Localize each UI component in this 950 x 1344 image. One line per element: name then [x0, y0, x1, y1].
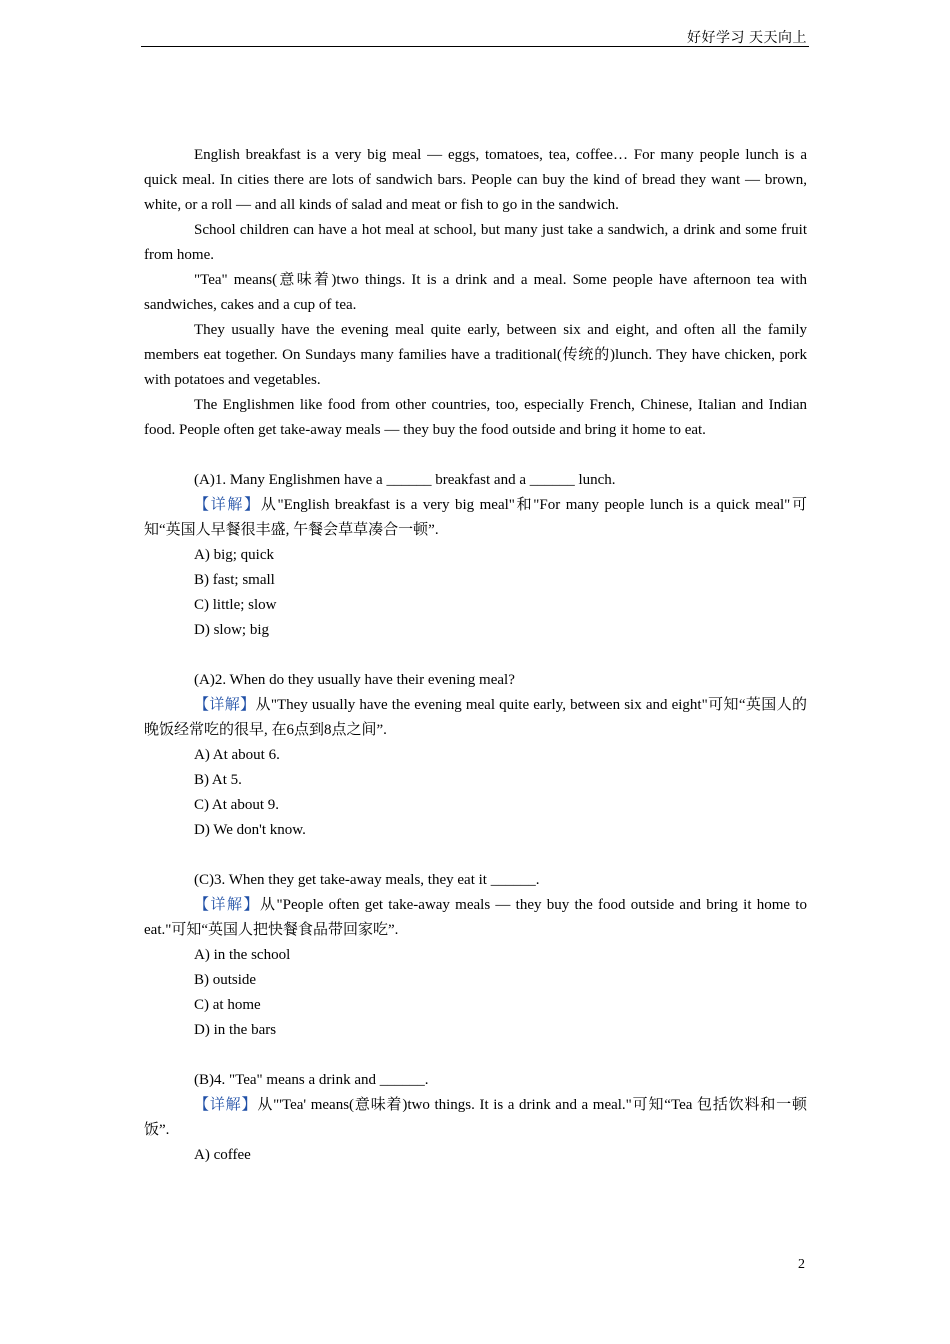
option: B) At 5.	[194, 772, 242, 788]
option: C) at home	[194, 997, 261, 1013]
option: A) in the school	[194, 947, 291, 963]
question-2	[144, 668, 807, 843]
option: A) coffee	[194, 1147, 251, 1163]
detail-label: 【详解】	[194, 697, 256, 713]
question-detail	[144, 493, 807, 543]
question-stem: (B)4. "Tea" means a drink and ______.	[194, 1072, 429, 1088]
page-number: 2	[798, 1257, 805, 1272]
detail-label: 【详解】	[194, 497, 261, 513]
passage-paragraph: School children can have a hot meal at school, but many just take a sandwich, a drink and some fruit from home.	[144, 222, 807, 263]
reading-passage	[144, 143, 807, 443]
question-stem: (A)1. Many Englishmen have a ______ breakfast and a ______ lunch.	[194, 472, 616, 488]
document-body	[144, 143, 807, 1168]
passage-paragraph: English breakfast is a very big meal — eggs, tomatoes, tea, coffee… For many people lunch is a quick meal. In cities there are lots of sandwich bars. People can buy the kind of bread they want — brown, white, or a roll — and all kinds of salad and meat or fish to go in the sandwich.	[144, 147, 807, 213]
passage-paragraph: The Englishmen like food from other countries, too, especially French, Chinese, Italian and Indian food. People often get take-away meals — they buy the food outside and bring it home to eat.	[144, 397, 807, 438]
option: B) fast; small	[194, 572, 275, 588]
option: A) At about 6.	[194, 747, 280, 763]
question-stem: (C)3. When they get take-away meals, they eat it ______.	[194, 872, 540, 888]
question-3	[144, 868, 807, 1043]
question-detail	[144, 1093, 807, 1143]
option: C) At about 9.	[194, 797, 279, 813]
question-detail	[144, 693, 807, 743]
option: D) We don't know.	[194, 822, 306, 838]
option: A) big; quick	[194, 547, 274, 563]
question-detail	[144, 893, 807, 943]
detail-text: 从"English breakfast is a very big meal"和"For many people lunch is a quick meal"可知“英国人早餐很丰盛, 午餐会草草凑合一顿”.	[144, 497, 807, 538]
option: C) little; slow	[194, 597, 277, 613]
option: D) in the bars	[194, 1022, 277, 1038]
detail-text: 从"People often get take-away meals — they buy the food outside and bring it home to eat."可知“英国人把快餐食品带回家吃”.	[144, 897, 807, 938]
detail-text: 从"'Tea' means(意味着)two things. It is a drink and a meal."可知“Tea 包括饮料和一顿饭”.	[144, 1097, 807, 1138]
detail-label: 【详解】	[194, 897, 260, 913]
passage-paragraph: "Tea" means(意味着)two things. It is a drink and a meal. Some people have afternoon tea with sandwiches, cakes and a cup of tea.	[144, 272, 807, 313]
option: B) outside	[194, 972, 257, 988]
option: D) slow; big	[194, 622, 269, 638]
question-stem: (A)2. When do they usually have their evening meal?	[194, 672, 515, 688]
question-4	[144, 1068, 807, 1168]
detail-label: 【详解】	[194, 1097, 258, 1113]
question-1	[144, 468, 807, 643]
header-motto: 好好学习 天天向上	[687, 31, 807, 46]
passage-paragraph: They usually have the evening meal quite early, between six and eight, and often all the family members eat together. On Sundays many families have a traditional(传统的)lunch. They have chicken, pork with potatoes and vegetables.	[144, 322, 807, 388]
page-header	[141, 24, 809, 47]
detail-text: 从"They usually have the evening meal quite early, between six and eight"可知“英国人的晚饭经常吃的很早, 在6点到8点之间”.	[144, 697, 807, 738]
